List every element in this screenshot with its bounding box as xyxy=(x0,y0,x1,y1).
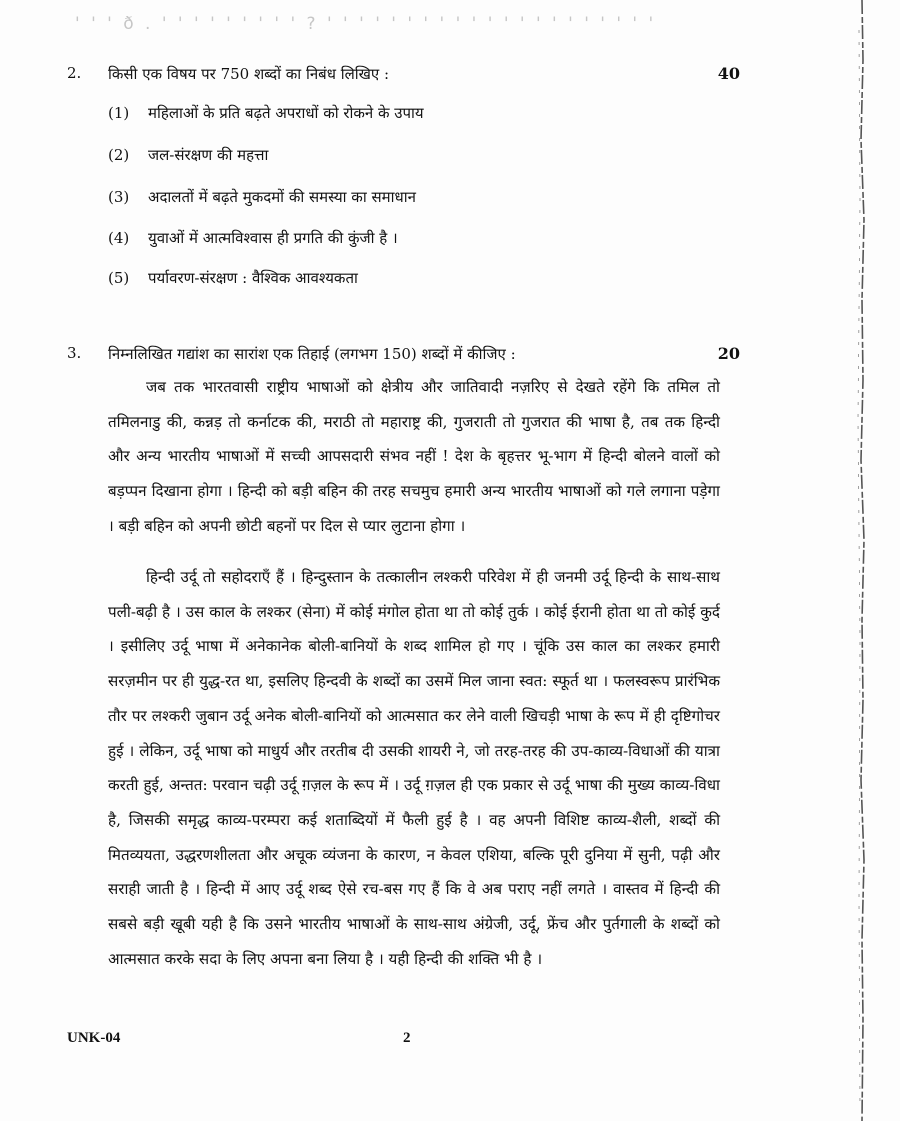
option-text: जल-संरक्षण की महत्ता xyxy=(148,146,269,164)
scan-bleed-through-text: ' ' ' ð . ' ' ' ' ' ' ' ' ' ? ' ' ' ' ' ' ' ' ' ' ' ' ' ' ' ' ' ' ' ' ' xyxy=(75,14,657,34)
question-number: 2. xyxy=(67,64,82,82)
option-text: महिलाओं के प्रति बढ़ते अपराधों को रोकने के उपाय xyxy=(148,104,424,122)
question-marks: 20 xyxy=(717,344,740,363)
passage-paragraph-2: हिन्दी उर्दू तो सहोदराएँ हैं । हिन्दुस्तान के तत्कालीन लश्करी परिवेश में ही जनमी उर्दू हिन्दी के साथ-साथ पली-बढ़ी है । उस काल के लश्कर (सेना) में कोई मंगोल होता था तो कोई तुर्क । कोई ईरानी होता था तो कोई कुर्द । इसीलिए उर्दू भाषा में अनेकानेक बोली-बानियों के शब्द शामिल हो गए । चूंकि उस काल का लश्कर हमारी सरज़मीन पर ही युद्ध-रत था, इसलिए हिन्दवी के शब्दों का उसमें मिल जाना स्वत: स्फूर्त था । फलस्वरूप प्रारंभिक तौर पर लश्करी जुबान उर्दू अनेक बोली-बानियों को आत्मसात कर लेने वाली खिचड़ी भाषा के रूप में ही दृष्टिगोचर हुई । लेकिन, उर्दू भाषा को माधुर्य और तरतीब दी उसकी शायरी ने, जो तरह-तरह की उप-काव्य-विधाओं की यात्रा करती हुई, अन्तत: परवान चढ़ी उर्दू ग़ज़ल के रूप में । उर्दू ग़ज़ल ही एक प्रकार से उर्दू भाषा की मुख्य काव्य-विधा है, जिसकी समृद्ध काव्य-परम्परा कई शताब्दियों में फैली हुई है । वह अपनी विशिष्ट काव्य-शैली, शब्दों की मितव्ययता, उद्धरणशीलता और अचूक व्यंजना के कारण, न केवल एशिया, बल्कि पूरी दुनिया में सुनी, पढ़ी और सराही जाती है । हिन्दी में आए उर्दू शब्द ऐसे रच-बस गए हैं कि वे अब पराए नहीं लगते । वास्तव में हिन्दी की सबसे बड़ी खूबी यही है कि उसने भारतीय भाषाओं के साथ-साथ अंग्रेजी, उर्दू, फ्रेंच और पुर्तगाली के शब्दों को आत्मसात करके सदा के लिए अपना बना लिया है । यही हिन्दी की शक्ति भी है । xyxy=(108,568,720,968)
question-number: 3. xyxy=(67,344,82,362)
question-prompt: किसी एक विषय पर 750 शब्दों का निबंध लिखिए : xyxy=(108,65,390,83)
question-prompt: निम्नलिखित गद्यांश का सारांश एक तिहाई (लगभग 150) शब्दों में कीजिए : xyxy=(108,345,516,363)
option-number: (5) xyxy=(108,269,130,287)
page-number: 2 xyxy=(403,1030,411,1046)
option-number: (2) xyxy=(108,146,130,164)
scanned-page-edge xyxy=(854,0,868,1121)
essay-option xyxy=(108,268,358,288)
essay-option xyxy=(108,103,424,123)
essay-option xyxy=(108,187,416,207)
paper-code: UNK-04 xyxy=(67,1030,121,1046)
option-text: अदालतों में बढ़ते मुकदमों की समस्या का समाधान xyxy=(148,188,416,206)
option-number: (1) xyxy=(108,104,130,122)
option-text: युवाओं में आत्मविश्वास ही प्रगति की कुंजी है । xyxy=(148,229,398,247)
passage-paragraph-1: जब तक भारतवासी राष्ट्रीय भाषाओं को क्षेत्रीय और जातिवादी नज़रिए से देखते रहेंगे कि तमिल तो तमिलनाडु की, कन्नड़ तो कर्नाटक की, मराठी तो महाराष्ट्र की, गुजराती तो गुजरात की भाषा है, तब तक हिन्दी और अन्य भारतीय भाषाओं में सच्ची आपसदारी संभव नहीं ! देश के बृहत्तर भू-भाग में हिन्दी बोलने वालों को बड़प्पन दिखाना होगा । हिन्दी को बड़ी बहिन की तरह सचमुच हमारी अन्य भारतीय भाषाओं को गले लगाना पड़ेगा । बड़ी बहिन को अपनी छोटी बहनों पर दिल से प्यार लुटाना होगा । xyxy=(108,378,720,535)
option-number: (4) xyxy=(108,229,130,247)
option-number: (3) xyxy=(108,188,130,206)
option-text: पर्यावरण-संरक्षण : वैश्विक आवश्यकता xyxy=(148,269,358,287)
essay-option xyxy=(108,145,268,165)
essay-option xyxy=(108,228,398,248)
question-marks: 40 xyxy=(717,64,740,83)
